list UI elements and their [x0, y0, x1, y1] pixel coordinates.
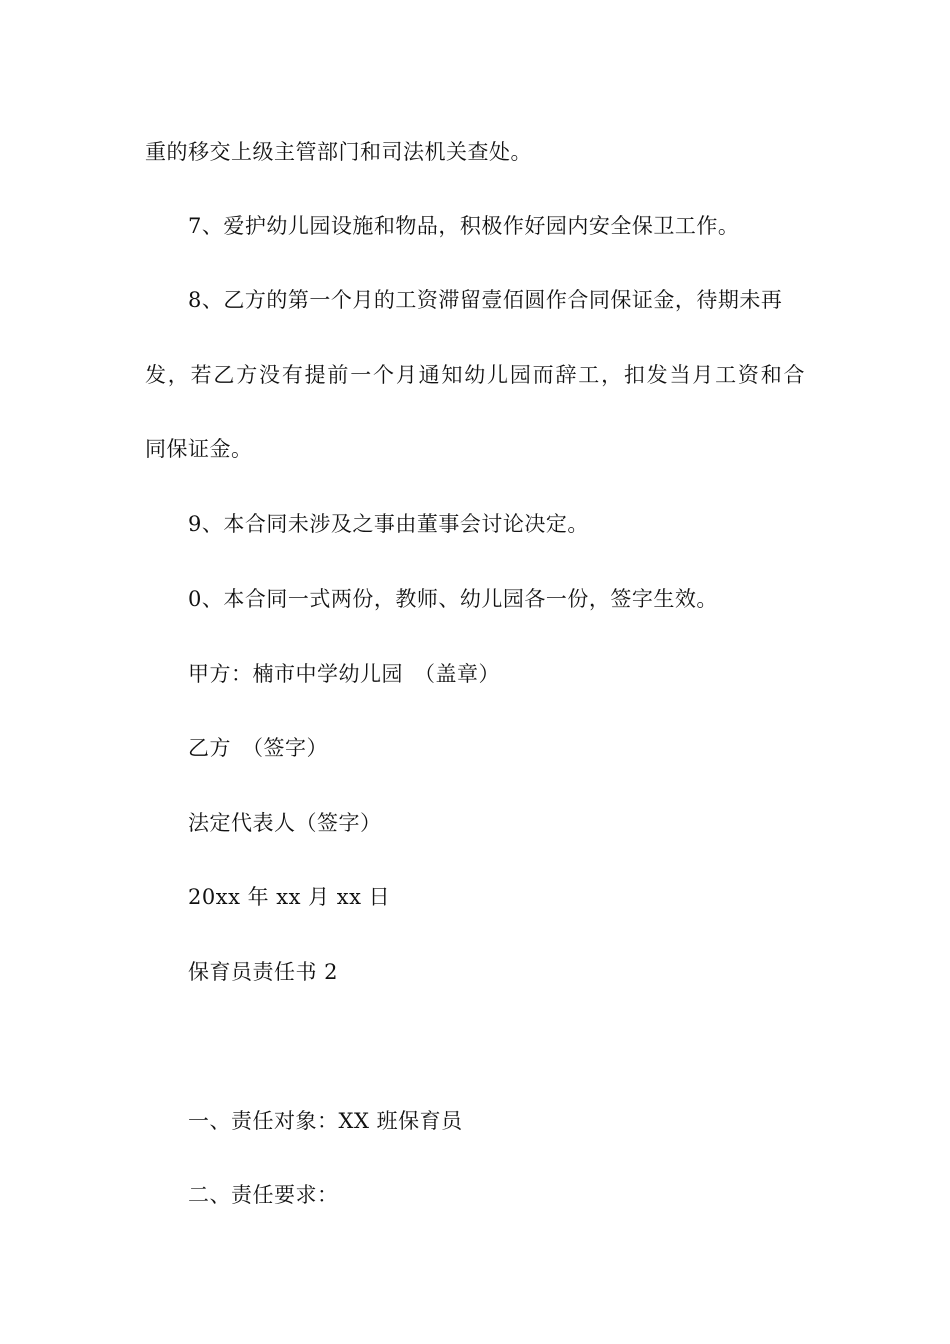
responsibility-requirements-heading: 二、责任要求： — [188, 1183, 339, 1207]
party-a-signature-line: 甲方：楠市中学幼儿园 （盖章） — [188, 662, 500, 686]
clause-8-line-3: 同保证金。 — [145, 437, 253, 461]
clause-7: 7、爱护幼儿园设施和物品，积极作好园内安全保卫工作。 — [188, 214, 740, 238]
responsibility-target: 一、责任对象：XX 班保育员 — [188, 1109, 463, 1133]
party-b-signature-line: 乙方 （签字） — [188, 736, 328, 760]
clause-6-continuation: 重的移交上级主管部门和司法机关查处。 — [145, 140, 532, 164]
clause-8-line-2: 发，若乙方没有提前一个月通知幼儿园而辞工，扣发当月工资和合 — [145, 363, 805, 387]
section-title: 保育员责任书 2 — [188, 960, 339, 984]
legal-representative-signature-line: 法定代表人（签字） — [188, 811, 382, 835]
clause-9: 9、本合同未涉及之事由董事会讨论决定。 — [188, 512, 589, 536]
date-line: 20xx 年 xx 月 xx 日 — [188, 885, 391, 909]
clause-8-line-1: 8、乙方的第一个月的工资滞留壹佰圆作合同保证金，待期未再 — [188, 288, 783, 312]
clause-10: 0、本合同一式两份，教师、幼儿园各一份，签字生效。 — [188, 587, 718, 611]
